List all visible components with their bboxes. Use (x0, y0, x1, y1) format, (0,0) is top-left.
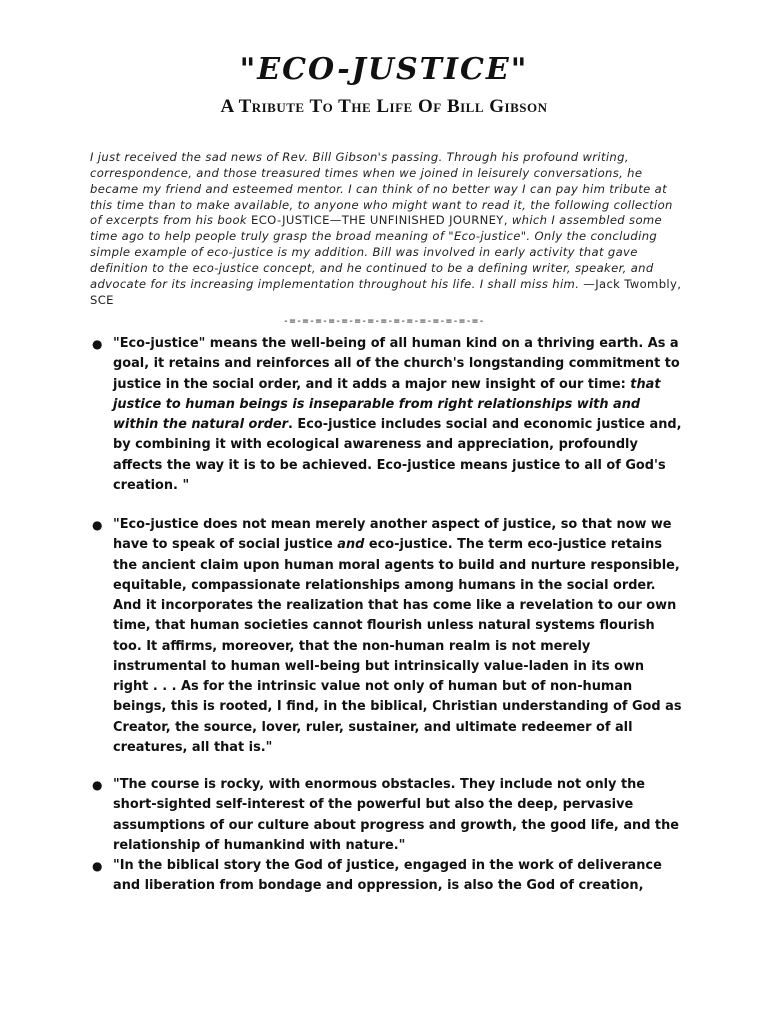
bullet-icon: ● (92, 859, 103, 873)
intro-text-start: I just received the sad news of Rev. Bill Gibson's passing. Through his profound writing, correspondence, and those treasured times when we joined in leisurely conversations, he became my friend and esteemed mentor. I can think of no better way I can pay him tribute at this time than to make available, to anyone who might want to read it, the following collection of excerpts from his book (90, 150, 673, 228)
quote-item (92, 515, 683, 758)
section-divider: -=-=-=-=-=-=-=-=-=-=-=-=-=-=-=- (282, 316, 486, 327)
bullet-icon: ● (92, 518, 103, 532)
quote-text: . Eco-justice includes social and economic justice and, by combining it with ecological awareness and appreciation, profoundly affects the way it is to be achieved. Eco-justice means justice to all of God's creation. " (113, 417, 682, 493)
quote-emphasis: that justice to human beings is inseparable from right relationships with and within the natural order (113, 376, 661, 432)
quote-text: "The course is rocky, with enormous obstacles. They include not only the short-sighted self-interest of the powerful but also the deep, pervasive assumptions of our culture about progress and growth, the good life, and the relationship of humankind with nature." (113, 777, 679, 853)
intro-signature: —Jack Twombly, SCE (90, 276, 682, 307)
bullet-icon: ● (92, 337, 103, 351)
page-subtitle: A Tribute To The Life Of Bill Gibson (220, 96, 548, 117)
quote-item (92, 334, 683, 496)
quote-text: "Eco-justice" means the well-being of all human kind on a thriving earth. As a goal, it retains and reinforces all of the church's longstanding commitment to justice in the social order, and it adds a major new insight of our time: (113, 336, 680, 392)
quote-text: "Eco-justice does not mean merely another aspect of justice, so that now we have to speak of social justice (113, 517, 672, 553)
quote-item (92, 775, 683, 856)
quote-emphasis: and (337, 537, 365, 553)
bullet-icon: ● (92, 778, 103, 792)
intro-book-title: ECO-JUSTICE—THE UNFINISHED JOURNEY, (251, 213, 508, 228)
intro-paragraph (90, 150, 682, 308)
quote-text: eco-justice. The term eco-justice retains the ancient claim upon human moral agents to build and nurture responsible, equitable, compassionate relationships among humans in the social order. And it incorporates the realization that has come like a revelation to our own time, that human societies cannot flourish unless natural systems flourish too. It affirms, moreover, that the non-human realm is not merely instrumental to human well-being but intrinsically value-laden in its own right . . . As for the intrinsic value not only of human but of non-human beings, this is rooted, I find, in the biblical, Christian understanding of God as Creator, the source, lover, ruler, sustainer, and ultimate redeemer of all creatures, all that is." (113, 537, 682, 755)
quote-item (92, 856, 683, 897)
quote-text: "In the biblical story the God of justice, engaged in the work of deliverance and liberation from bondage and oppression, is also the God of creation, (113, 858, 662, 894)
page-title: "ECO-JUSTICE" (239, 52, 529, 87)
intro-text-end: which I assembled some time ago to help people truly grasp the broad meaning of "Eco-justice". Only the concluding simple example of eco-justice is my addition. Bill was involved in early activity that gave definition to the eco-justice concept, and he continued to be a defining writer, speaker, and advocate for its increasing implementation throughout his life. I shall miss him. (90, 213, 663, 291)
